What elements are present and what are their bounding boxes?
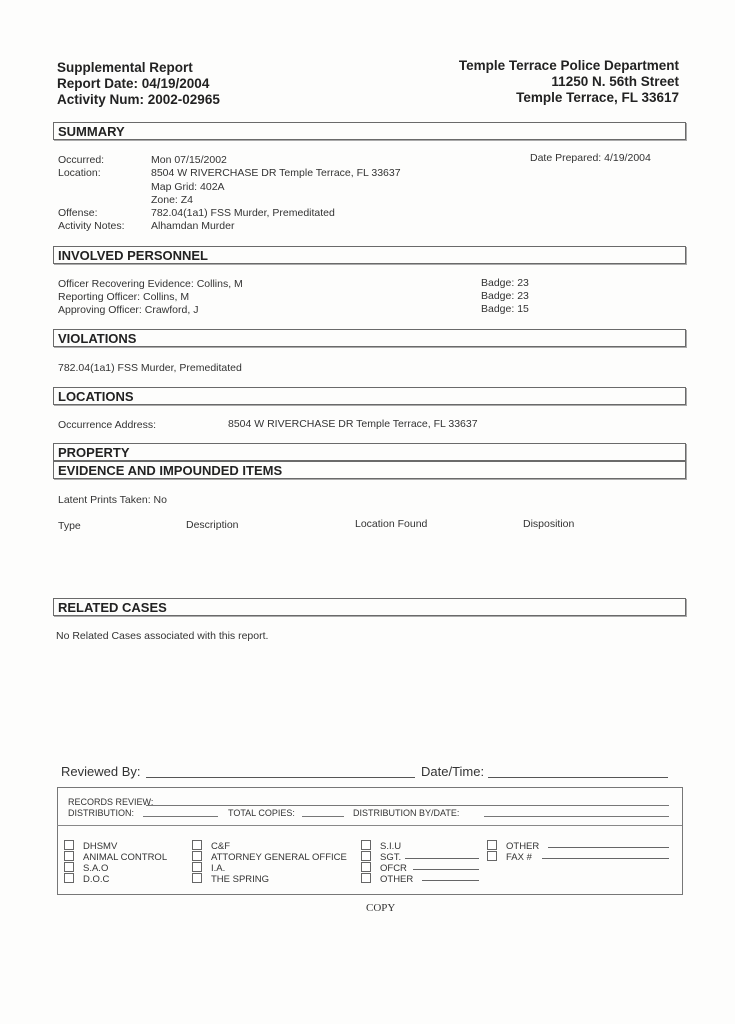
summary-section-title: SUMMARY (53, 122, 686, 140)
personnel-badge: Badge: 23 (481, 277, 529, 289)
activity-num: Activity Num: 2002-02965 (57, 92, 220, 107)
column-header-description: Description (186, 519, 239, 531)
date-time-label: Date/Time: (421, 764, 485, 779)
checkbox-icon[interactable] (361, 840, 371, 850)
checkbox-other[interactable]: OTHER (361, 873, 413, 885)
checkbox-ia[interactable]: I.A. (192, 862, 225, 874)
report-header (57, 60, 220, 108)
evidence-section-title: EVIDENCE AND IMPOUNDED ITEMS (53, 461, 686, 479)
reviewed-by-label: Reviewed By: (61, 764, 141, 779)
occurred-label: Occurred: (58, 154, 105, 166)
checkbox-ofcr[interactable]: OFCR (361, 862, 407, 874)
checkbox-cf[interactable]: C&F (192, 840, 230, 852)
locations-section-title: LOCATIONS (53, 387, 686, 405)
personnel-role: Reporting Officer: Collins, M (58, 291, 190, 303)
personnel-role: Officer Recovering Evidence: Collins, M (58, 278, 243, 290)
offense-value: 782.04(1a1) FSS Murder, Premeditated (151, 207, 335, 219)
total-copies-label: TOTAL COPIES: (228, 808, 295, 818)
checkbox-the-spring[interactable]: THE SPRING (192, 873, 269, 885)
total-copies-field[interactable] (302, 816, 344, 817)
column-header-type: Type (58, 520, 81, 532)
checkbox-icon[interactable] (64, 873, 74, 883)
department-street: 11250 N. 56th Street (551, 74, 679, 89)
checkbox-icon[interactable] (64, 851, 74, 861)
checkbox-doc[interactable]: D.O.C (64, 873, 109, 885)
checkbox-animal-control[interactable]: ANIMAL CONTROL (64, 851, 167, 863)
checkbox-icon[interactable] (192, 873, 202, 883)
checkbox-sgt[interactable]: SGT. (361, 851, 401, 863)
date-time-field[interactable] (488, 777, 668, 778)
violation-text: 782.04(1a1) FSS Murder, Premeditated (58, 362, 242, 374)
department-city: Temple Terrace, FL 33617 (516, 90, 679, 105)
related-cases-section-title: RELATED CASES (53, 598, 686, 616)
checkbox-icon[interactable] (64, 862, 74, 872)
records-review-label: RECORDS REVIEW: (68, 797, 154, 807)
map-grid: Map Grid: 402A (151, 181, 225, 193)
reviewed-by-field[interactable] (146, 777, 415, 778)
property-section-title: PROPERTY (53, 443, 686, 461)
checkbox-icon[interactable] (361, 851, 371, 861)
checkbox-icon[interactable] (487, 840, 497, 850)
offense-label: Offense: (58, 207, 98, 219)
department-header (459, 58, 679, 106)
date-prepared: Date Prepared: 4/19/2004 (530, 152, 651, 164)
other-field[interactable] (422, 880, 479, 881)
latent-prints: Latent Prints Taken: No (58, 494, 167, 506)
location-label: Location: (58, 167, 101, 179)
department-name: Temple Terrace Police Department (458, 58, 679, 73)
checkbox-icon[interactable] (192, 851, 202, 861)
records-review-field[interactable] (146, 805, 669, 806)
checkbox-icon[interactable] (487, 851, 497, 861)
column-header-disposition: Disposition (523, 518, 575, 530)
checkbox-icon[interactable] (361, 873, 371, 883)
location-value: 8504 W RIVERCHASE DR Temple Terrace, FL 33637 (151, 167, 401, 179)
other-2-field[interactable] (548, 847, 669, 848)
checkbox-attorney-general[interactable]: ATTORNEY GENERAL OFFICE (192, 851, 347, 863)
checkbox-siu[interactable]: S.I.U (361, 840, 401, 852)
distribution-divider (57, 825, 682, 826)
column-header-location-found: Location Found (355, 518, 428, 530)
ofcr-field[interactable] (413, 869, 479, 870)
checkbox-fax[interactable]: FAX # (487, 851, 532, 863)
checkbox-sao[interactable]: S.A.O (64, 862, 108, 874)
occurrence-address-value: 8504 W RIVERCHASE DR Temple Terrace, FL 33637 (228, 418, 478, 430)
distribution-label: DISTRIBUTION: (68, 808, 135, 818)
checkbox-icon[interactable] (192, 862, 202, 872)
copy-stamp: COPY (366, 902, 396, 914)
checkbox-dhsmv[interactable]: DHSMV (64, 840, 117, 852)
personnel-badge: Badge: 23 (481, 290, 529, 302)
checkbox-icon[interactable] (361, 862, 371, 872)
report-type: Supplemental Report (57, 60, 193, 75)
fax-field[interactable] (542, 858, 669, 859)
activity-notes-value: Alhamdan Murder (151, 220, 235, 232)
personnel-role: Approving Officer: Crawford, J (58, 304, 199, 316)
violations-section-title: VIOLATIONS (53, 329, 686, 347)
report-date: Report Date: 04/19/2004 (57, 76, 210, 91)
distribution-by-date-label: DISTRIBUTION BY/DATE: (353, 808, 460, 818)
checkbox-icon[interactable] (64, 840, 74, 850)
checkbox-other-2[interactable]: OTHER (487, 840, 539, 852)
distribution-field[interactable] (143, 816, 218, 817)
checkbox-icon[interactable] (192, 840, 202, 850)
zone: Zone: Z4 (151, 194, 194, 206)
distribution-by-date-field[interactable] (484, 816, 669, 817)
occurrence-address-label: Occurrence Address: (58, 419, 157, 431)
personnel-badge: Badge: 15 (481, 303, 529, 315)
sgt-field[interactable] (405, 858, 479, 859)
occurred-value: Mon 07/15/2002 (151, 154, 227, 166)
related-cases-text: No Related Cases associated with this report. (56, 630, 269, 642)
activity-notes-label: Activity Notes: (58, 220, 125, 232)
personnel-section-title: INVOLVED PERSONNEL (53, 246, 686, 264)
